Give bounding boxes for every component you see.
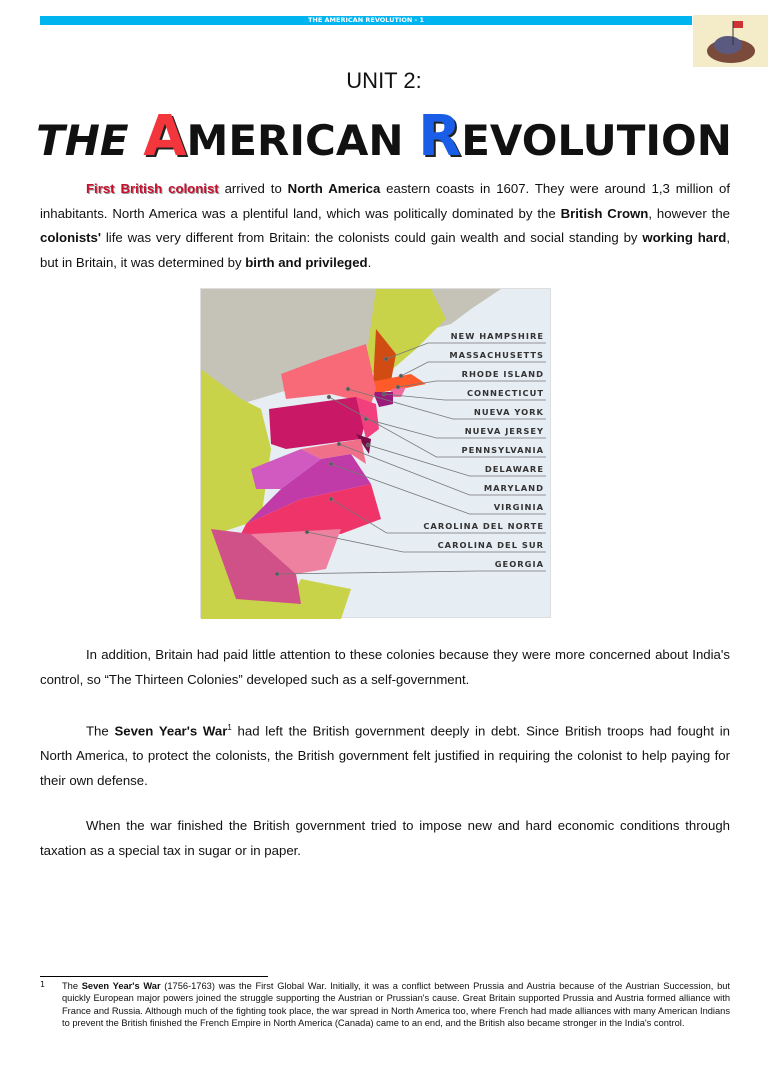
map-dot <box>329 497 333 501</box>
map-dot <box>384 357 388 361</box>
map-label: GEORGIA <box>494 559 544 569</box>
footnote-divider <box>40 976 268 977</box>
title-evolution: EVOLUTION <box>461 116 732 165</box>
title-cap-a: A <box>143 104 187 169</box>
unit-heading: UNIT 2: <box>346 68 422 93</box>
footnote-ref[interactable]: 1 <box>227 723 232 732</box>
footnote-text: The Seven Year's War (1756-1763) was the First Global War. Initially, it was a conflict between Prussia and Austria because of the Austrian Succession, but quickly European major powers joined the struggle supporting the Austrian or Prussian's cause. Great Britain supported Prussia and Austria formed alliance with France and Russia. Although much of the fighting took place, the war spread in North America too, where French had made alliances with many American Indians to prevent the British finished the French Empire in North America (Canada) came to an end, and the British also became stronger in the India's control. <box>62 981 731 1029</box>
map-label: NEW HAMPSHIRE <box>450 331 544 341</box>
map-label: NUEVA YORK <box>473 407 544 417</box>
map-dot <box>396 385 400 389</box>
paragraph-2: In addition, Britain had paid little attention to these colonies because they were more concerned about India's control, so “The Thirteen Colonies” developed such as a self-government. <box>40 647 730 687</box>
map-dot <box>329 462 333 466</box>
title-merican: MERICAN <box>186 116 404 165</box>
running-header: THE AMERICAN REVOLUTION - 1 <box>40 16 692 25</box>
map-label: MASSACHUSETTS <box>449 350 544 360</box>
map-label: CAROLINA DEL SUR <box>437 540 544 550</box>
map-dot <box>366 443 370 447</box>
map-label: VIRGINIA <box>493 502 544 512</box>
map-dot <box>337 442 341 446</box>
map-dot <box>305 530 309 534</box>
map-label: CAROLINA DEL NORTE <box>423 521 544 531</box>
highlight-text: First British colonist <box>86 181 219 196</box>
thirteen-colonies-map <box>200 288 551 618</box>
footnote-number: 1 <box>40 980 46 989</box>
paragraph-4: When the war finished the British government tried to impose new and hard economic conditions through taxation as a special tax in sugar or in paper. <box>40 818 730 858</box>
map-dot <box>399 374 403 378</box>
title-cap-r: R <box>418 104 462 169</box>
map-label: DELAWARE <box>484 464 544 474</box>
map-leader-line <box>277 571 546 574</box>
map-label: MARYLAND <box>483 483 544 493</box>
map-dot <box>346 387 350 391</box>
map-label: CONNECTICUT <box>466 388 544 398</box>
map-label: RHODE ISLAND <box>461 369 544 379</box>
map-label: PENNSYLVANIA <box>461 445 544 455</box>
soldiers-illustration <box>693 15 768 67</box>
page-title <box>0 104 768 169</box>
map-dot <box>382 392 386 396</box>
paragraph-3: The Seven Year's War$^1$ had left the British government deeply in debt. Since British troops had fought in North America, to protect the colonists, the British government felt justified in requiring the colonist to help paying for their own defense. <box>40 723 730 788</box>
map-label: NUEVA JERSEY <box>464 426 544 436</box>
map-dot <box>275 572 279 576</box>
map-dot <box>327 395 331 399</box>
paragraph-1: First British colonist arrived to North America eastern coasts in 1607. They were around 1,3 million of inhabitants. North America was a plentiful land, which was politically dominated by the British Crown, however the colonists' life was very different from Britain: the colonists could gain wealth and social standing by working hard, but in Britain, it was determined by birth and privileged. <box>40 181 731 270</box>
title-the: THE <box>36 116 129 165</box>
